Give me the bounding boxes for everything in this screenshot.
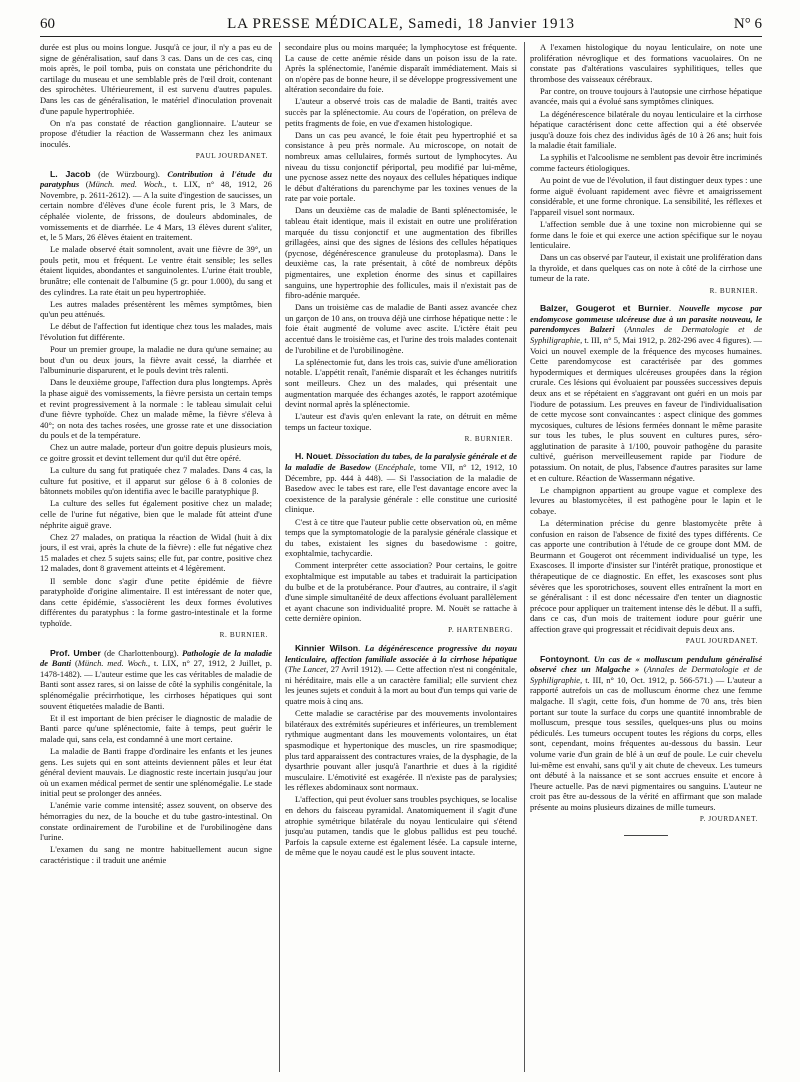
article-signature: R. BURNIER. [709,286,758,295]
article-nouet [285,451,517,636]
article-paragraph: Cette maladie se caractérise par des mouvements involontaires bilatéraux des extrémités supérieures et inférieures, un tremblement rythmique augmentant dans les mouvements volontaires, un état spasmodique et hypertonique des muscles, un rire spasmodique; plus tard apparaissent des contractures vraies, de la dysphagie, de la dysarthrie pouvant aller jusqu'à l'anarthrie et dues à la rigidité musculaire. L'émotivité est exagérée. Il n'existe pas de paralysies; les réflexes abdominaux sont normaux. [285,708,517,793]
article-paragraph: Au point de vue de l'évolution, il faut distinguer deux types : une forme aiguë évoluant rapidement avec fièvre et amaigrissement considérable, et une forme chronique. La sensibilité, les réflexes et l'appareil visuel sont normaux. [530,175,762,217]
article-paragraph: Dans un cas peu avancé, le foie était peu hypertrophié et sa consistance à peu près normale. Au microscope, on notait de nombreux amas cellulaires, formés surtout de lymphocytes. Au niveau du tissu conjonctif périportal, peu modifié par lui-même, une pycnose assez nette des noyaux des cellules hépatiques indique le début d'altérations du parenchyme par les toxines venues de la rate par voie portale. [285,129,517,204]
article-paragraph: Le malade observé était somnolent, avait une fièvre de 39°, un pouls petit, mou et fréquent. Le ventre était sensible; les selles étaient liquides, abondantes et sanguinolentes. L'urine était trouble, brunâtre; elle contenait de l'albumine (5 gr. pour 1.000), du sang et des cylindres. La rate était un peu hypertrophiée. [40,244,272,297]
article-lead [285,451,517,515]
article-signature: PAUL JOURDANET. [195,151,268,160]
author-affiliation: (de Charlottenbourg). [100,647,182,658]
journal-name: Münch. med. Woch. [88,179,165,190]
article-lead [285,643,517,707]
source-and-summary: , 27 Avril 1912). — Cette affection n'est ni congénitale, ni héréditaire, mais elle a un caractère familial; elle survient chez les jeunes sujets et conduit à la mort au bout d'un temps qui varie de quatre mois à cinq ans. [285,664,517,707]
journal-name: The Lancet [287,664,327,675]
page-number: 60 [40,16,55,32]
article-author: Fontoynont [540,653,588,664]
column-3 [530,42,762,1076]
source-and-summary: , t. LIX, n° 27, 1912, 2 Juillet, p. 1478-1482). — L'auteur estime que les cas véritables de maladie de Banti sont assez rares, si on laisse de côté la syphilis congénitale, la splénomégalie précirrhotique, les cirrhoses hépatiques qui sont souvent étiquetées maladie de Banti. [40,658,272,711]
article-balzer [530,303,762,647]
journal-name: Münch. med. Woch. [77,658,149,669]
article-lead [40,169,272,243]
article-jacob [40,169,272,641]
article-signature: R. BURNIER. [464,434,513,443]
source-open: ( [285,664,288,675]
article-author: L. Jacob [50,168,91,179]
article-author: H. Nouet [295,451,331,462]
article-author: Balzer, Gougerot et Burnier [540,303,669,314]
article-paragraph: Le champignon appartient au groupe vague et complexe des levures au blastomycètes, il est pathogène pour le lapin et le cobaye. [530,484,762,516]
article-wilson [285,643,517,858]
article-paragraph: La maladie de Banti frappe d'ordinaire les enfants et les jeunes gens. Les sujets qui en sont atteints deviennent pâles et leur état général devient mauvais. Le diagnostic reste incertain jusqu'au jour où un examen médical permet de sentir une splénomégalie. Le stade initial peut se prolonger des années. [40,745,272,799]
article-paragraph: Dans un deuxième cas de maladie de Banti splénectomisée, le tableau était identique, mais il existait en outre une prolifération marquée du tissu conjonctif et une augmentation des fibrilles grillagées, ainsi que des signes de lésions des cellules hépatiques (pycnose, dégénérescence granuleuse du protoplasma). Dans le deuxième cas, la rate présentait, à côté de nombreux dépôts pigmentaires, une expletion énorme des sinus et capillaires sanguins, une hypertrophie des follicules, mais il n'existait pas de fibro-adénie marquée. [285,205,517,301]
closing-rule [624,835,668,836]
header-rule [40,36,762,37]
column-1 [40,42,272,1076]
source-open: ( [614,324,628,335]
source-and-summary: , t. III, n° 5, Mai 1912, p. 282-296 avec 4 figures). — Voici un nouvel exemple de la fréquence des mycoses humaines. Cette parendomycose est caractérisée par des gommes hypodermiques et dermiques ulcéreuses groupées dans la région crurale. Ces lésions qui évoluaient par poussées successives depuis deux ans et se répétaient en s'aggravant ont guéri en un mois par l'iodure de potassium. Les preuves en faveur de l'individualisation de cette mycose sont convaincantes : aspect clinique des gommes mycosiques, cultures de lésions fermées donnant le même parasite sur tous les tubes, le plus souvent en cultures pures, séro-agglutination de parasite à 1/100, pouvoir pathogène du parasite cultivé, guérison merveilleusement rapide par l'iodure de potassium. On notait, de plus, l'absence d'autres parasites sur lame et en culture. Réaction de Wassermann négative. [530,334,762,483]
article-paragraph: La dégénérescence bilatérale du noyau lenticulaire et la cirrhose hépatique caractérisent donc cette affection qui a été observée jusqu'à douze fois chez des individus âgés de 10 à 26 ans; huit fois la maladie était familiale. [530,108,762,151]
source-and-summary: , t. III, n° 10, Oct. 1912, p. 566-571.) — L'auteur a rapporté autrefois un cas de molluscum énorme chez une femme malgache. Il s'agit, cette fois, d'un homme de 70 ans, très bien portant sur toute la surface du corps une quantité innombrable de molluscum, presque tous sessiles, quelques-uns plus ou moins pédiculés. Les tumeurs occupent toutes les régions du corps, elles sont, cependant, moins fréquentes au-dessous du bassin. Leur volume varie d'un grain de blé à un œuf de poule. Le cuir chevelu lui-même est envahi, sans qu'il y ait chute de cheveux. Les tumeurs ont débuté à la naissance et se sont accrues ensuite et encore à l'heure actuelle. Pas de nævi pigmentaires ou sanguins. L'auteur ne croit pas être au-dessous de la vérité en affirmant que son malade présente au moins plusieurs dizaines de mille tumeurs. [530,674,762,812]
article-author: Prof. Umber [50,647,101,658]
author-affiliation: . [330,451,336,462]
author-affiliation: . [358,643,365,654]
article-paragraph: durée est plus ou moins longue. Jusqu'à ce jour, il n'y a pas eu de signe de généralisation, sauf dans 3 cas. Dans un de ces cas, cinq mois après, le poil tomba, puis on constata une périchondrite du cartilage du museau et une semblable près de l'œil droit, contenant des spirochètes. Ultérieurement, il est survenu d'autres papules. Dans les cas de généralisation, le matériel d'inoculation provenait d'une papule hypertrophiée. [40,42,272,116]
article-lead [530,654,762,813]
author-affiliation: (de Würzbourg). [90,168,168,179]
article-paragraph: Et il est important de bien préciser le diagnostic de maladie de Banti parce qu'une splénectomie, faite à temps, peut guérir le malade qui, sans cela, est condamné à une mort certaine. [40,712,272,744]
journal-name: Encéphale [377,462,414,473]
column-separator [279,42,280,1072]
article-paragraph: L'affection, qui peut évoluer sans troubles psychiques, se localise en dehors du faisceau pyramidal. Anatomiquement il s'agit d'une atrophie symétrique bilatérale du noyau lenticulaire qui s'étend jusqu'au putamen, tandis que le globus pallidus est peu touché. Parfois la capsule externe est également lésée. La capsule interne, de même que le noyau caudé est le plus souvent intacte. [285,794,517,858]
article-signature: R. BURNIER. [219,630,268,639]
article-paragraph: La détermination précise du genre blastomycète prête à confusion en raison de l'absence de fixité des types différents. Ce cas apporte une contribution à l'étude de ce groupe dont MM. de Beurmann et Gougerot ont récemment individualisé un type, les Exascoses. Il importe d'insister sur l'intérêt pratique, pronostique et thérapeutique de ce diagnostic. En effet, les exascoses sont plus sévères que les sporotrichoses, souvent elles entraînent la mort en se généralisant : il est donc nécessaire d'en tenter un diagnostic précoce pour appliquer un traitement intense dès le début. Il a suffi, dans ce cas, d'un mois de traitement iodure pour guérir une affection grave qui progressait et récidivait depuis deux ans. [530,518,762,634]
article-paragraph: L'examen du sang ne montre habituellement aucun signe caractéristique : il traduit une anémie [40,844,272,865]
source-open: ( [71,658,78,669]
article-title: Un cas de « molluscum pendulum généralisé observé chez un Malgache » [530,653,762,675]
source-and-summary: , tome VII, n° 12, 1912, 10 Décembre, pp. 444 à 448). — Si l'association de la maladie de Basedow avec le tabes est rare, elle l'est davantage encore avec la coexistence de la paralysie générale : elle constitue une curiosité clinique. [285,462,517,515]
source-open: ( [79,179,89,190]
article-paragraph: Chez un autre malade, porteur d'un goitre depuis plusieurs mois, ce goitre grossit et devint tellement dur qu'il dut être opéré. [40,442,272,463]
article-paragraph: Chez 27 malades, on pratiqua la réaction de Widal (huit à dix jours, il est vrai, après la chute de la fièvre) : elle fut négative chez 15 malades et chez 5 sujets sains; elle fut, par contre, positive chez 12 malades, dont 8 gravement atteints et 4 légèrement. [40,531,272,574]
article-paragraph: A l'examen histologique du noyau lenticulaire, on note une prolifération névroglique et des formations vacuolaires. On ne constate pas d'altérations vasculaires syphilitiques, telles que thrombose des vaisseaux cérébraux. [530,42,762,84]
article-paragraph: L'auteur est d'avis qu'en enlevant la rate, on détruit en même temps un facteur toxique. [285,411,517,432]
page-header [40,14,762,34]
article-lead [530,303,762,483]
article-paragraph: Dans un cas observé par l'auteur, il existait une prolifération dans la thyroïde, et dans quelques cas on note à côté de la cirrhose une tumeur de la rate. [530,252,762,284]
article-title: Dissociation du tabes, de la paralysie générale et de la maladie de Basedow [285,451,517,473]
article-paragraph: La culture des selles fut également positive chez un malade; celle de l'urine fut négative, bien que le malade fût atteint d'une néphrite aiguë grave. [40,498,272,530]
article-signature: PAUL JOURDANET. [685,637,758,646]
article-paragraph: Le début de l'affection fut identique chez tous les malades, mais l'évolution fut différente. [40,321,272,342]
article-paragraph: La culture du sang fut pratiquée chez 7 malades. Dans 4 cas, la culture fut positive, et il apparut sur gélose 6 à 8 colonies de bâtonnets mobiles qu'on identifia avec le bacille paratyphique β. [40,465,272,497]
article-paragraph: Comment interpréter cette association? Pour certains, le goitre exophtalmique est imputable au tabes et traduirait la participation du bulbe et de la protubérance. Pour d'autres, au contraire, il s'agit d'une simple simultanéité de deux affections évoluant parallèlement et ayant chacune son individualité propre. M. Nouët se rattache à cette dernière opinion. [285,560,517,624]
source-and-summary: , t. LIX, n° 48, 1912, 26 Novembre, p. 2611-2612). — A la suite d'ingestion de saucisses, un certain nombre d'élèves d'une école furent pris, le 3 Mars, de céphalée violente, de frissons, de douleurs abdominales, de vomissements et de diarrhée. Le 4 Mars, 13 élèves durent s'aliter, et, le 5 Mars, 26 élèves étaient en traitement. [40,179,272,243]
source-open: ( [370,462,378,473]
author-affiliation: . [669,303,679,314]
article-paragraph: Pour un premier groupe, la maladie ne dura qu'une semaine; au bout d'un ou deux jours, la fièvre avait cessé, la diarrhée et l'albuminurie disparurent, et le pouls devint très ralenti. [40,344,272,376]
journal-title: LA PRESSE MÉDICALE, Samedi, 18 Janvier 1913 [227,16,575,32]
article-signature: P. JOURDANET. [699,815,758,824]
article-paragraph: Dans le deuxième groupe, l'affection dura plus longtemps. Après la phase aiguë des vomissements, la fièvre persista un certain temps et revint progressivement à la normale : le tableau simulait celui d'une fièvre typhoïde. Chez un malade même, la fièvre s'éleva à 40°; on nota des taches rosées, une grosse rate et une dissociation du pouls et de la température. [40,377,272,441]
article-paragraph: Dans un troisième cas de maladie de Banti assez avancée chez un garçon de 10 ans, on trouva déjà une cirrhose hépatique nette : le foie était augmenté de volume avec ascite. L'ictère était peu accentué dans le troisième cas, et l'urine des trois malades contenait de l'urobiline et de l'urobilinogène. [285,302,517,355]
journal-name: Annales de Dermatologie et de Syphiligraphie [530,664,762,685]
article-paragraph: secondaire plus ou moins marquée; la lymphocytose est fréquente. La cause de cette anémie réside dans un poison issu de la rate. Après la splénectomie, l'anémie disparaît immédiatement. Mais si on n'opère pas de bonne heure, il se développe progressivement une altération secondaire du foie. [285,42,517,95]
article-umber [40,648,272,866]
issue-number: N° 6 [733,16,762,32]
article-paragraph: C'est à ce titre que l'auteur publie cette observation où, en même temps que la symptomatologie de la paralysie générale classique et du tabes, existaient les signes du basedowisme : goitre, exophtalmie, tachycardie. [285,516,517,559]
article-paragraph: On n'a pas constaté de réaction ganglionnaire. L'auteur se propose d'étudier la réaction de Wassermann chez les animaux inoculés. [40,117,272,149]
article-paragraph: Les autres malades présentèrent les mêmes symptômes, bien qu'un peu atténués. [40,298,272,320]
article-fontoynont [530,654,762,836]
source-open: ( [639,664,647,675]
column-2 [285,42,517,1076]
article-title: Contribution à l'étude du paratyphus [40,168,272,190]
article-paragraph: La syphilis et l'alcoolisme ne semblent pas devoir être incriminés comme facteurs étiologiques. [530,152,762,174]
article-paragraph: Il semble donc s'agir d'une petite épidémie de fièvre paratyphoïde d'origine alimentaire. Il est intéressant de noter que, dans cette épidémie, s'associèrent les deux formes évolutives différentes du paratyphus : la forme gastro-intestinale et la forme typhoïde. [40,575,272,628]
article-paragraph: L'anémie varie comme intensité; assez souvent, on observe des hémorragies du nez, de la bouche et du tube gastro-intestinal. On constate ordinairement de l'urobiline et de l'urobilinogène dans l'urine. [40,800,272,843]
article-title: Nouvelle mycose par endomycose gommeuse ulcéreuse due à un parasite nouveau, le parendomyces Balzeri [530,303,762,335]
article-title: La dégénérescence progressive du noyau lenticulaire, affection familiale associée à la cirrhose hépatique [285,643,517,664]
article-paragraph: Par contre, on trouve toujours à l'autopsie une cirrhose hépatique avancée, mais qui a évolué sans symptômes cliniques. [530,85,762,107]
column-separator [524,42,525,1072]
article-paragraph: L'auteur a observé trois cas de maladie de Banti, traités avec succès par la splénectomie. Au cours de l'opération, on préleva de petits fragments de foie, en vue d'examen histologique. [285,96,517,128]
article-title: Pathologie de la maladie de Banti [40,647,272,669]
article-lead [40,648,272,712]
article-paragraph: L'affection semble due à une toxine non microbienne qui se forme dans le foie et qui exerce une action spécifique sur le noyau lenticulaire. [530,219,762,251]
article-paragraph: La splénectomie fut, dans les trois cas, suivie d'une amélioration notable. L'appétit renaît, l'anémie disparaît et les échanges nutritifs sont meilleurs. Chez un des malades, qui présentait une augmentation marquée des échanges azotés, le rapport azotémique devint normal après la splénectomie. [285,356,517,410]
article-author: Kinnier Wilson [295,643,359,654]
journal-name: Annales de Dermatologie et de Syphiligraphie [530,324,762,345]
article-signature: P. HARTENBERG. [448,626,513,635]
author-affiliation: . [587,653,594,664]
